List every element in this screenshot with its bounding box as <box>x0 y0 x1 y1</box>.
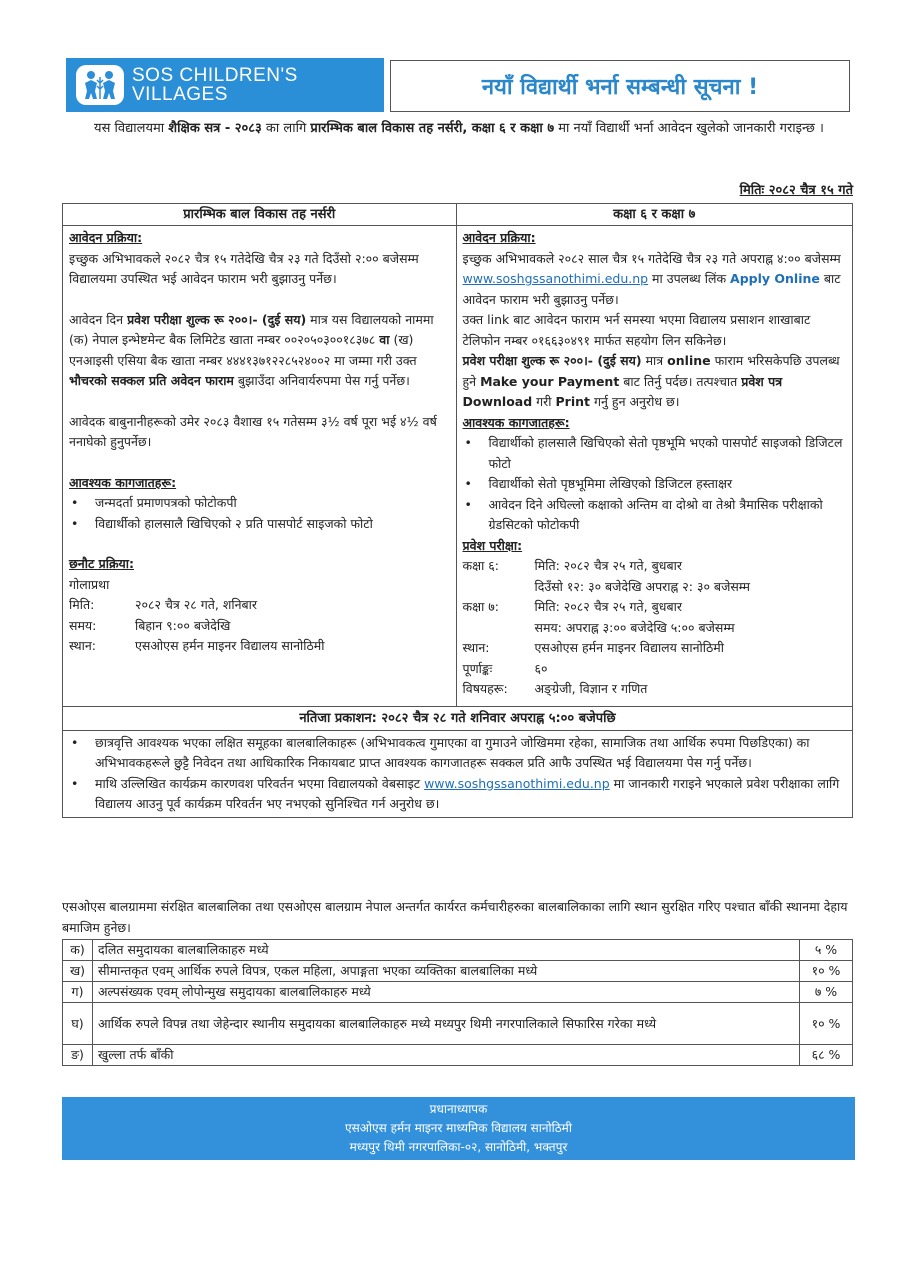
note-item <box>69 774 846 815</box>
exam-row <box>463 679 847 700</box>
quota-category: दलित समुदायका बालबालिकाहरु मध्ये <box>93 940 800 961</box>
intro-text: मा नयाँ विद्यार्थी भर्ना आवेदन खुलेको जानकारी गराइन्छ । <box>554 121 824 136</box>
quota-label: ङ) <box>63 1045 93 1066</box>
notice-title: नयाँ विद्यार्थी भर्ना सम्बन्धी सूचना ! <box>481 75 759 100</box>
exam-row <box>463 597 847 618</box>
fee-print: Print <box>555 394 591 409</box>
intro-text: का लागि <box>261 121 311 136</box>
fee-payment: Make your Payment <box>480 373 620 389</box>
bullet-icon: • <box>71 775 79 791</box>
quota-category: आर्थिक रुपले विपन्न तथा जेहेन्दार स्थानीय समुदायका बालबालिकाहरु मध्ये मध्यपुर थिमी नगरपालिकाले सिफारिस गरेका मध्ये <box>93 1003 800 1045</box>
fee-text: बाट तिर्नु पर्दछ। तत्पश्चात <box>619 373 742 389</box>
footer-address: मध्यपुर थिमी नगरपालिका-०२, सानोठिमी, भक्तपुर <box>349 1140 568 1154</box>
fee-text: आवेदन दिन <box>69 311 128 327</box>
apply-text: मा उपलब्ध लिंक <box>648 271 731 286</box>
quota-row <box>63 1003 853 1045</box>
fee-amount: प्रवेश परीक्षा शुल्क रू २००।- (दुई सय) <box>462 353 642 368</box>
school-website-link[interactable]: www.soshgssanothimi.edu.np <box>424 775 610 791</box>
selection-key: स्थान: <box>69 638 96 653</box>
result-announcement: नतिजा प्रकाशन: २०८२ चैत्र २८ गते शनिवार अपराह्न ५:०० बजेपछि <box>63 706 852 730</box>
quota-percent: ५ % <box>800 940 853 961</box>
selection-row <box>69 595 450 616</box>
fee-text: मात्र यस विद्यालयको नाममा (क) नेपाल इन्भेष्टमेन्ट बैक लिमिटेड खाता नम्बर ००२०५०३००१८३७८ <box>69 311 434 347</box>
quota-table <box>62 939 853 1066</box>
document-item <box>69 493 450 514</box>
apply-process-title: आवेदन प्रक्रिया: <box>462 230 536 245</box>
exam-value: अङ्ग्रेजी, विज्ञान र गणित <box>534 681 648 696</box>
document-text: विद्यार्थीको हालसालै खिचिएको सेतो पृष्ठभूमि भएको पासपोर्ट साइजको डिजिटल फोटो <box>488 435 843 471</box>
exam-row <box>463 577 847 598</box>
fee-text: फाराम भरिसकेपछि उपलब्ध हुने <box>462 353 840 389</box>
quota-row <box>63 982 853 1003</box>
document-text: जन्मदर्ता प्रमाणपत्रको फोटोकपी <box>95 495 237 510</box>
quota-category: अल्पसंख्यक एवम् लोपोन्मुख समुदायका बालबालिकाहरु मध्ये <box>93 982 800 1003</box>
notice-header <box>64 58 854 114</box>
apply-online-link[interactable]: Apply Online <box>730 271 820 286</box>
apply-text: बाट आवेदन फाराम भरी बुझाउनु पर्नेछ। <box>462 271 841 307</box>
selection-title: छनौट प्रक्रिया: <box>69 556 135 571</box>
document-item <box>463 474 847 495</box>
fee-text: गर्नु हुन अनुरोध छ। <box>590 394 680 409</box>
quota-percent: ७ % <box>800 982 853 1003</box>
bullet-icon: • <box>464 435 472 450</box>
selection-value: एसओएस हर्मन माइनर विद्यालय सानोठिमी <box>135 638 325 653</box>
grade-heading: कक्षा ६ र कक्षा ७ <box>457 204 853 226</box>
footer-school-name: एसओएस हर्मन माइनर माध्यमिक विद्यालय सानोठिमी <box>345 1121 572 1135</box>
quota-row <box>63 961 853 982</box>
exam-key: पूर्णाङ्कः <box>462 660 493 676</box>
exam-value: मिति: २०८२ चैत्र २५ गते, बुधबार <box>534 558 682 573</box>
fee-text: बुझाउँदा अनिवार्यरुपमा पेस गर्नु पर्नेछ। <box>233 373 410 388</box>
quota-category: सीमान्तकृत एवम् आर्थिक रुपले विपत्र, एकल महिला, अपाङ्गता भएका व्यक्तिका बालबालिका मध्ये <box>93 961 800 982</box>
document-text: आवेदन दिने अघिल्लो कक्षाको अन्तिम वा दोश्रो वा तेश्रो त्रैमासिक परीक्षाको ग्रेडसिटको फोटोकपी <box>488 496 823 532</box>
quota-intro: एसओएस बालग्राममा संरक्षित बालबालिका तथा एसओएस बालग्राम नेपाल अन्तर्गत कार्यरत कर्मचारीहरुका बालबालिकाका लागि स्थान सुरक्षित गरिए पश्चात बाँकी स्थानमा देहाय बमाजिम हुनेछ। <box>62 899 848 935</box>
quota-label: ग) <box>63 982 93 1003</box>
fee-text: गरी <box>532 394 556 409</box>
notice-title-box <box>390 60 850 112</box>
footer-title: प्रधानाध्यापक <box>429 1102 488 1116</box>
exam-key: कक्षा ६: <box>462 558 499 573</box>
exam-key <box>463 577 535 598</box>
exam-value: एसओएस हर्मन माइनर विद्यालय सानोठिमी <box>534 640 724 655</box>
principal-footer <box>62 1097 855 1160</box>
admission-table <box>62 203 853 818</box>
exam-value: मिति: २०८२ चैत्र २५ गते, बुधबार <box>534 599 682 614</box>
logo-line-2: VILLAGES <box>132 84 228 105</box>
note-text-part: मा जानकारी गराइने भएकाले प्रवेश परीक्षाका लागि विद्यालय आउनु पूर्व कार्यक्रम परिवर्तन भए नभएको सुनिश्चित गर्न अनुरोध छ। <box>95 775 840 811</box>
selection-row <box>69 636 450 657</box>
exam-row <box>463 659 847 680</box>
age-requirement: आवेदक बाबुनानीहरूको उमेर २०८३ वैशाख १५ गतेसम्म ३½ वर्ष पूरा भई ४½ वर्ष ननाघेको हुनुपर्नेछ। <box>69 413 437 449</box>
document-item <box>463 433 847 474</box>
intro-text: यस विद्यालयमा <box>94 121 169 136</box>
document-item <box>69 514 450 535</box>
note-text-part: माथि उल्लिखित कार्यक्रम कारणवश परिवर्तन भएमा विद्यालयको वेबसाइट <box>95 775 425 791</box>
intro-session: शैक्षिक सत्र - २०८३ <box>168 121 262 136</box>
quota-category: खुल्ला तर्फ बाँकी <box>93 1045 800 1066</box>
exam-row <box>463 618 847 639</box>
intro-levels: प्रारम्भिक बाल विकास तह नर्सरी, कक्षा ६ र कक्षा ७ <box>310 121 555 136</box>
fee-or: वा <box>379 332 390 347</box>
quota-label: ख) <box>63 961 93 982</box>
apply-process-text <box>463 249 847 311</box>
nursery-heading: प्रारम्भिक बाल विकास तह नर्सरी <box>63 204 456 226</box>
exam-value: दिउँसो १२: ३० बजेदेखि अपराह्न २: ३० बजेसम्म <box>534 578 751 594</box>
quota-row <box>63 1045 853 1066</box>
fee-paragraph <box>463 351 847 413</box>
fee-text: (ख) एनआइसी एसिया बैक खाता नम्बर ४४४१३७१२२८५२४००२ मा जम्मा गरी उक्त <box>69 332 417 368</box>
notes-section <box>63 730 852 817</box>
sos-logo <box>66 58 384 112</box>
fee-text: मात्र <box>641 353 668 368</box>
grade-6-7-column <box>457 204 853 706</box>
note-item <box>69 733 846 774</box>
notice-date: मितिः २०८२ चैत्र १५ गते <box>739 183 853 198</box>
selection-value: बिहान ९:०० बजेदेखि <box>135 617 231 633</box>
logo-text <box>132 66 298 104</box>
fee-online: online <box>667 353 711 368</box>
bullet-icon: • <box>71 734 79 750</box>
selection-key: समय: <box>69 617 97 633</box>
exam-key: विषयहरू: <box>462 681 508 696</box>
note-text <box>95 774 846 815</box>
bullet-icon: • <box>71 495 79 510</box>
exam-key: स्थान: <box>462 640 490 655</box>
exam-value: ६० <box>534 660 548 676</box>
intro-paragraph <box>64 118 854 139</box>
bullet-icon: • <box>71 515 79 531</box>
document-text: विद्यार्थीको सेतो पृष्ठभूमिमा लेखिएको डिजिटल हस्ताक्षर <box>488 476 733 491</box>
fee-paragraph <box>69 310 450 392</box>
entrance-exam-title: प्रवेश परीक्षा: <box>462 537 523 553</box>
note-text: छात्रवृत्ति आवश्यक भएका लक्षित समूहका बालबालिकाहरू (अभिभावकत्व गुमाएका वा गुमाउने जोखिममा रहेका, सामाजिक तथा आर्थिक रुपमा पिछडिएका) का अभिभावकहरूले छुट्टै निवेदन तथा आधिकारिक निकायबाट प्राप्त आवश्यक कागजातहरू सक्कल प्रति आफै उपस्थित भई विद्यालयमा पेस गर्नु पर्नेछ। <box>95 734 810 770</box>
exam-value: समय: अपराह्न ३:०० बजेदेखि ५:०० बजेसम्म <box>534 619 735 635</box>
quota-label: क) <box>63 940 93 961</box>
quota-row <box>63 940 853 961</box>
apply-process-text: इच्छुक अभिभावकले २०८२ चैत्र १५ गतेदेखि चैत्र २३ गते दिउँसो २:०० बजेसम्म विद्यालयमा उपस्थित भई आवेदन फाराम भरी बुझाउनु पर्नेछ। <box>69 250 419 286</box>
quota-percent: १० % <box>800 961 853 982</box>
selection-row <box>69 616 450 637</box>
document-item <box>463 495 847 536</box>
documents-title: आवश्यक कागजातहरू: <box>69 474 177 490</box>
exam-row <box>463 638 847 659</box>
exam-row <box>463 556 847 577</box>
bullet-icon: • <box>464 496 472 512</box>
fee-amount: प्रवेश परीक्षा शुल्क रू २००।- (दुई सय) <box>127 311 307 327</box>
exam-key: कक्षा ७: <box>462 599 499 614</box>
apply-text: इच्छुक अभिभावकले २०८२ साल चैत्र १५ गतेदेखि चैत्र २३ गते अपराह्न ४:०० बजेसम्म <box>462 250 841 266</box>
selection-value: २०८२ चैत्र २८ गते, शनिबार <box>135 597 258 612</box>
apply-process-title: आवेदन प्रक्रिया: <box>69 230 143 245</box>
bullet-icon: • <box>464 476 472 491</box>
fee-admit-card: प्रवेश पत्र Download <box>462 373 783 409</box>
selection-key: मिति: <box>69 597 95 612</box>
documents-title: आवश्यक कागजातहरू: <box>462 414 570 430</box>
quota-percent: ६८ % <box>800 1045 853 1066</box>
quota-percent: १० % <box>800 1003 853 1045</box>
sos-children-icon <box>76 65 124 105</box>
exam-key <box>463 618 535 639</box>
nursery-column <box>63 204 457 706</box>
selection-method: गोलाप्रथा <box>69 576 110 592</box>
quota-label: घ) <box>63 1003 93 1045</box>
fee-voucher: भौचरको सक्कल प्रति अवेदन फाराम <box>69 373 234 388</box>
document-text: विद्यार्थीको हालसालै खिचिएको २ प्रति पासपोर्ट साइजको फोटो <box>95 515 373 531</box>
logo-line-1: SOS CHILDREN'S <box>132 65 298 86</box>
help-text: उक्त link बाट आवेदन फाराम भर्न समस्या भएमा विद्यालय प्रसाशन शाखाबाट टेलिफोन नम्बर ०१६६३०४९१ मार्फत सहयोग लिन सकिनेछ। <box>462 312 811 348</box>
school-website-link[interactable]: www.soshgssanothimi.edu.np <box>462 271 649 286</box>
